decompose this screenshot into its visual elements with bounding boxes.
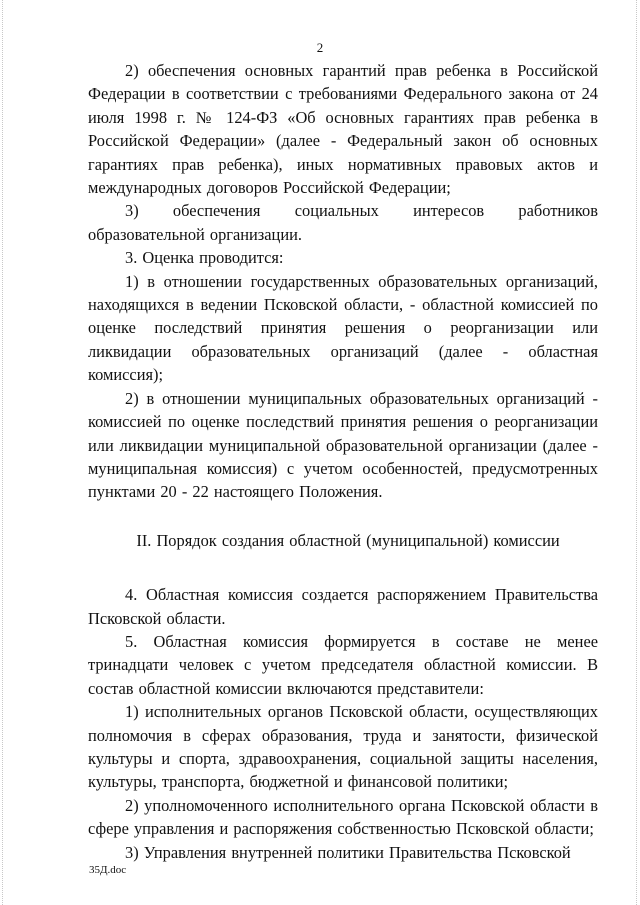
- paragraph-item-2-property-body: 2) уполномоченного исполнительного органа Псковской области в сфере управления и распоряжения собственностью Псковской области;: [88, 795, 598, 839]
- paragraph-item-2-municipal-organizations: 2) в отношении муниципальных образовательных организаций - комиссией по оценке последствий принятия решения о реорганизации или ликвидации муниципальной образовательной организации (далее - муниципальная комиссия) с учетом особенностей, предусмотренных пунктами 20 - 22 настоящего Положения.: [88, 388, 598, 502]
- section-heading: II. Порядок создания областной (муниципальной) комиссии: [136, 530, 560, 550]
- page-number: 2: [316, 40, 324, 55]
- paragraph-point-4: 4. Областная комиссия создается распоряжением Правительства Псковской области.: [88, 585, 598, 628]
- paragraph-item-1-state-organizations: 1) в отношении государственных образовательных организаций, находящихся в ведении Псковской области, - областной комиссией по оценке последствий принятия решения о реорганизации или ликвидации образовательных организаций (далее - областная комиссия);: [88, 271, 598, 385]
- paragraph-item-1-executive-bodies: 1) исполнительных органов Псковской области, осуществляющих полномочия в сферах образования, труда и занятости, физической культуры и спорта, здравоохранения, социальной защиты населения, культуры, транспорта, бюджетной и финансовой политики;: [88, 702, 598, 792]
- document-body: [88, 59, 598, 864]
- paragraph-point-3: 3. Оценка проводится:: [125, 248, 284, 268]
- scan-edge-right: [636, 0, 638, 905]
- paragraph-point-5: 5. Областная комиссия формируется в составе не менее тринадцати человек с учетом председателя областной комиссии. В состав областной комиссии включаются представители:: [88, 631, 598, 698]
- paragraph-item-3-internal-policy: 3) Управления внутренней политики Правительства Псковской: [125, 842, 571, 862]
- paragraph-item-3-social-interests: 3) обеспечения социальных интересов работников образовательной организации.: [88, 201, 598, 244]
- paragraph-item-2-guarantees: 2) обеспечения основных гарантий прав ребенка в Российской Федерации в соответствии с требованиями Федерального закона от 24 июля 1998 г. № 124-ФЗ «Об основных гарантиях прав ребенка в Российской Федерации» (далее - Федеральный закон об основных гарантиях прав ребенка), иных нормативных правовых актов и международных договоров Российской Федерации;: [88, 61, 598, 198]
- footer-filename: 35Д.doc: [89, 864, 127, 876]
- scan-edge-left: [2, 0, 4, 905]
